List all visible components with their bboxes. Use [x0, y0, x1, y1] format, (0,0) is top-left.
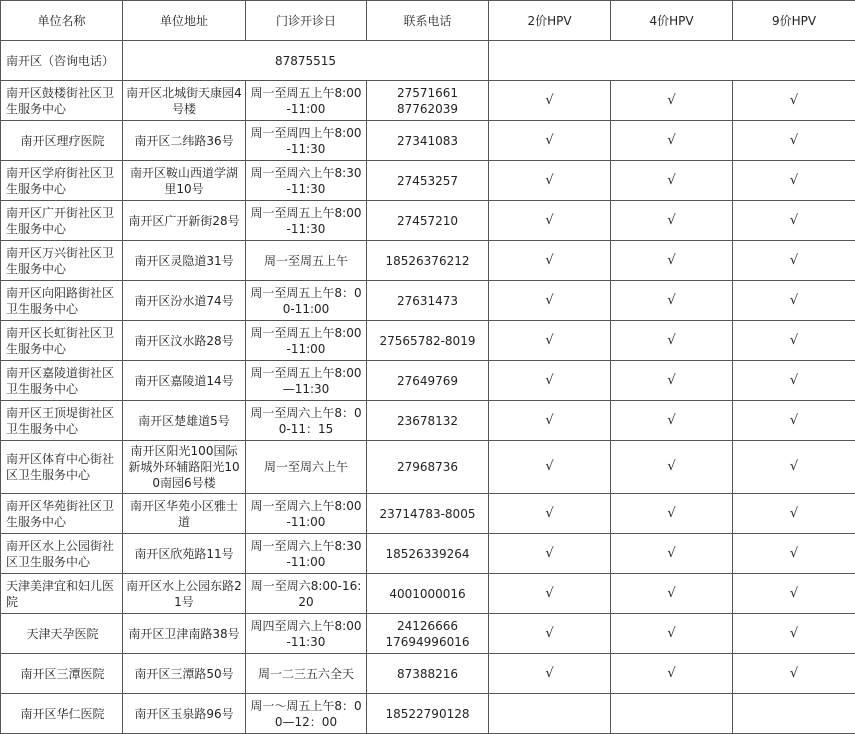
hpv2-availability: √: [489, 574, 611, 614]
clinic-hours: 周一至周五上午8:00—11:30: [246, 361, 367, 401]
unit-name: 南开区三潭医院: [1, 654, 123, 694]
hpv4-availability: √: [611, 574, 733, 614]
hpv4-availability: √: [611, 654, 733, 694]
table-row: [1, 494, 855, 534]
header-address: 单位地址: [123, 1, 246, 41]
unit-address: 南开区三潭路50号: [123, 654, 246, 694]
hpv2-availability: √: [489, 321, 611, 361]
hpv9-availability: √: [733, 534, 855, 574]
hpv2-availability: [489, 694, 611, 734]
clinic-hours: 周一二三五六全天: [246, 654, 367, 694]
unit-address: 南开区鞍山西道学湖里10号: [123, 161, 246, 201]
unit-name: 南开区广开街社区卫生服务中心: [1, 201, 123, 241]
hpv9-availability: √: [733, 321, 855, 361]
table-row: [1, 401, 855, 441]
table-row: [1, 201, 855, 241]
unit-name: 南开区向阳路街社区卫生服务中心: [1, 281, 123, 321]
contact-phone: 18526376212: [367, 241, 489, 281]
clinic-hours: 周一至周五上午8：00-11:00: [246, 281, 367, 321]
table-row: [1, 654, 855, 694]
contact-phone: 27631473: [367, 281, 489, 321]
contact-phone: 23678132: [367, 401, 489, 441]
unit-address: 南开区楚雄道5号: [123, 401, 246, 441]
contact-phone: 27571661 87762039: [367, 81, 489, 121]
hpv4-availability: √: [611, 241, 733, 281]
hpv9-availability: √: [733, 654, 855, 694]
hpv9-availability: √: [733, 241, 855, 281]
header-hpv2: 2价HPV: [489, 1, 611, 41]
unit-name: 天津美津宜和妇儿医院: [1, 574, 123, 614]
hpv4-availability: [611, 694, 733, 734]
clinic-hours: 周一至周五上午8:00-11:00: [246, 81, 367, 121]
consult-label: 南开区（咨询电话）: [1, 41, 123, 81]
hpv9-availability: √: [733, 81, 855, 121]
hpv2-availability: √: [489, 161, 611, 201]
contact-phone: 27565782-8019: [367, 321, 489, 361]
hpv9-availability: √: [733, 161, 855, 201]
clinic-hours: 周一至周五上午8:00-11:30: [246, 201, 367, 241]
contact-phone: 27341083: [367, 121, 489, 161]
hpv9-availability: √: [733, 614, 855, 654]
contact-phone: 4001000016: [367, 574, 489, 614]
hpv4-availability: √: [611, 441, 733, 494]
table-row: [1, 281, 855, 321]
hpv4-availability: √: [611, 401, 733, 441]
hpv9-availability: √: [733, 361, 855, 401]
clinic-hours: 周四至周六上午8:00-11:30: [246, 614, 367, 654]
unit-name: 南开区理疗医院: [1, 121, 123, 161]
contact-phone: 24126666 17694996016: [367, 614, 489, 654]
header-row: [1, 1, 855, 41]
table-row: [1, 161, 855, 201]
clinic-hours: 周一～周五上午8：00—12：00: [246, 694, 367, 734]
unit-name: 南开区鼓楼街社区卫生服务中心: [1, 81, 123, 121]
hpv9-availability: √: [733, 441, 855, 494]
hpv4-availability: √: [611, 281, 733, 321]
unit-address: 南开区嘉陵道14号: [123, 361, 246, 401]
hpv9-availability: √: [733, 201, 855, 241]
unit-address: 南开区阳光100国际新城外环辅路阳光100南园6号楼: [123, 441, 246, 494]
consult-row: [1, 41, 855, 81]
hpv2-availability: √: [489, 654, 611, 694]
unit-name: 南开区华仁医院: [1, 694, 123, 734]
table-row: [1, 694, 855, 734]
contact-phone: 27649769: [367, 361, 489, 401]
unit-address: 南开区水上公园东路21号: [123, 574, 246, 614]
unit-name: 南开区万兴街社区卫生服务中心: [1, 241, 123, 281]
clinic-hours: 周一至周四上午8:00-11:30: [246, 121, 367, 161]
hpv4-availability: √: [611, 361, 733, 401]
header-name: 单位名称: [1, 1, 123, 41]
hpv4-availability: √: [611, 614, 733, 654]
unit-address: 南开区二纬路36号: [123, 121, 246, 161]
clinic-hours: 周一至周六上午8:00-11:00: [246, 494, 367, 534]
table-row: [1, 361, 855, 401]
hpv9-availability: √: [733, 574, 855, 614]
unit-address: 南开区广开新街28号: [123, 201, 246, 241]
hpv4-availability: √: [611, 534, 733, 574]
contact-phone: 27968736: [367, 441, 489, 494]
table-row: [1, 614, 855, 654]
hpv9-availability: √: [733, 121, 855, 161]
hpv4-availability: √: [611, 321, 733, 361]
unit-name: 南开区学府街社区卫生服务中心: [1, 161, 123, 201]
clinic-hours: 周一至周六8:00-16:20: [246, 574, 367, 614]
unit-name: 南开区嘉陵道街社区卫生服务中心: [1, 361, 123, 401]
hpv2-availability: √: [489, 534, 611, 574]
consult-phone: 87875515: [123, 41, 489, 81]
unit-address: 南开区汾水道74号: [123, 281, 246, 321]
contact-phone: 87388216: [367, 654, 489, 694]
table-row: [1, 241, 855, 281]
hpv2-availability: √: [489, 201, 611, 241]
contact-phone: 27453257: [367, 161, 489, 201]
header-hours: 门诊开诊日: [246, 1, 367, 41]
hpv9-availability: [733, 694, 855, 734]
hpv4-availability: √: [611, 121, 733, 161]
unit-name: 南开区王顶堤街社区卫生服务中心: [1, 401, 123, 441]
table-row: [1, 121, 855, 161]
hpv9-availability: √: [733, 401, 855, 441]
hpv9-availability: √: [733, 494, 855, 534]
unit-name: 南开区长虹街社区卫生服务中心: [1, 321, 123, 361]
clinic-hours: 周一至周五上午8:00-11:00: [246, 321, 367, 361]
hpv2-availability: √: [489, 121, 611, 161]
unit-address: 南开区卫津南路38号: [123, 614, 246, 654]
table-row: [1, 321, 855, 361]
unit-address: 南开区华苑小区雅士道: [123, 494, 246, 534]
clinic-hours: 周一至周六上午8：00-11：15: [246, 401, 367, 441]
hpv2-availability: √: [489, 81, 611, 121]
hpv2-availability: √: [489, 361, 611, 401]
unit-name: 南开区体育中心街社区卫生服务中心: [1, 441, 123, 494]
unit-address: 南开区玉泉路96号: [123, 694, 246, 734]
table-row: [1, 574, 855, 614]
clinic-hours: 周一至周六上午8:30-11:00: [246, 534, 367, 574]
hpv4-availability: √: [611, 81, 733, 121]
hpv2-availability: √: [489, 281, 611, 321]
clinic-hours: 周一至周六上午8:30-11:30: [246, 161, 367, 201]
hpv4-availability: √: [611, 161, 733, 201]
contact-phone: 18526339264: [367, 534, 489, 574]
table-row: [1, 81, 855, 121]
unit-address: 南开区北城街天康园4号楼: [123, 81, 246, 121]
unit-address: 南开区欣苑路11号: [123, 534, 246, 574]
hpv2-availability: √: [489, 241, 611, 281]
hpv2-availability: √: [489, 441, 611, 494]
hpv2-availability: √: [489, 614, 611, 654]
unit-address: 南开区汶水路28号: [123, 321, 246, 361]
clinic-hours: 周一至周六上午: [246, 441, 367, 494]
header-phone: 联系电话: [367, 1, 489, 41]
clinic-hours: 周一至周五上午: [246, 241, 367, 281]
consult-empty: [489, 41, 855, 81]
unit-name: 南开区华苑街社区卫生服务中心: [1, 494, 123, 534]
unit-name: 南开区水上公园街社区卫生服务中心: [1, 534, 123, 574]
hpv9-availability: √: [733, 281, 855, 321]
hpv2-availability: √: [489, 401, 611, 441]
hpv4-availability: √: [611, 201, 733, 241]
contact-phone: 27457210: [367, 201, 489, 241]
hpv4-availability: √: [611, 494, 733, 534]
unit-address: 南开区灵隐道31号: [123, 241, 246, 281]
contact-phone: 23714783-8005: [367, 494, 489, 534]
hpv2-availability: √: [489, 494, 611, 534]
table-row: [1, 534, 855, 574]
header-hpv4: 4价HPV: [611, 1, 733, 41]
header-hpv9: 9价HPV: [733, 1, 855, 41]
contact-phone: 18522790128: [367, 694, 489, 734]
table-row: [1, 441, 855, 494]
unit-name: 天津天孕医院: [1, 614, 123, 654]
